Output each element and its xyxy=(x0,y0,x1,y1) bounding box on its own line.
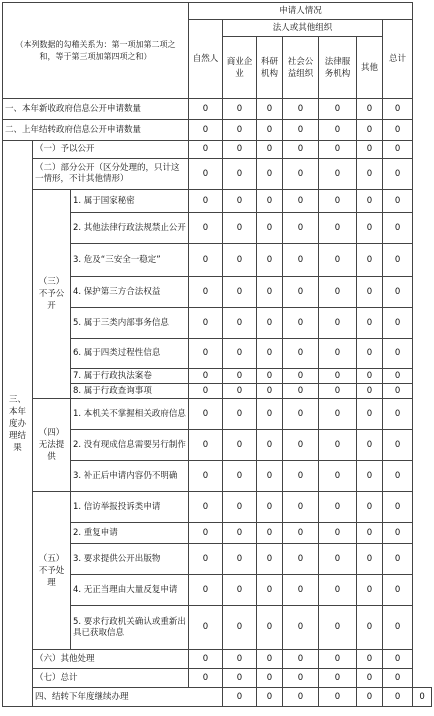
value-cell: 0 xyxy=(223,339,257,369)
value-cell: 0 xyxy=(319,575,357,606)
value-cell: 0 xyxy=(223,606,257,650)
row-label: 8. 属于行政查询事项 xyxy=(71,384,189,399)
value-cell: 0 xyxy=(283,399,319,430)
value-cell: 0 xyxy=(319,430,357,461)
value-cell: 0 xyxy=(223,650,257,669)
value-cell: 0 xyxy=(357,190,383,213)
value-cell: 0 xyxy=(383,277,413,308)
value-cell: 0 xyxy=(283,308,319,339)
value-cell: 0 xyxy=(189,308,223,339)
value-cell: 0 xyxy=(357,308,383,339)
value-cell: 0 xyxy=(223,399,257,430)
value-cell: 0 xyxy=(257,120,283,141)
value-cell: 0 xyxy=(383,308,413,339)
value-cell: 0 xyxy=(257,399,283,430)
value-cell: 0 xyxy=(189,606,223,650)
value-cell: 0 xyxy=(319,120,357,141)
value-cell: 0 xyxy=(283,190,319,213)
value-cell: 0 xyxy=(319,669,357,688)
value-cell: 0 xyxy=(283,492,319,523)
value-cell: 0 xyxy=(257,523,283,544)
value-cell: 0 xyxy=(189,461,223,492)
value-cell: 0 xyxy=(223,120,257,141)
value-cell: 0 xyxy=(357,141,383,159)
value-cell: 0 xyxy=(357,544,383,575)
value-cell: 0 xyxy=(189,669,223,688)
row-label: 1. 本机关不掌握相关政府信息 xyxy=(71,399,189,430)
value-cell: 0 xyxy=(223,523,257,544)
value-cell: 0 xyxy=(283,430,319,461)
value-cell: 0 xyxy=(357,606,383,650)
results-section-label: 三、本年度办理结果 xyxy=(3,141,33,707)
value-cell: 0 xyxy=(257,461,283,492)
value-cell: 0 xyxy=(189,141,223,159)
row-label: 7. 属于行政执法案卷 xyxy=(71,369,189,384)
value-cell: 0 xyxy=(383,244,413,277)
value-cell: 0 xyxy=(223,384,257,399)
legal-service-header: 法律服务机构 xyxy=(319,37,357,99)
value-cell: 0 xyxy=(357,492,383,523)
value-cell: 0 xyxy=(357,213,383,244)
value-cell: 0 xyxy=(257,544,283,575)
value-cell: 0 xyxy=(383,492,413,523)
value-cell: 0 xyxy=(283,669,319,688)
value-cell: 0 xyxy=(319,99,357,120)
value-cell: 0 xyxy=(223,159,257,190)
value-cell: 0 xyxy=(257,159,283,190)
value-cell: 0 xyxy=(257,650,283,669)
value-cell: 0 xyxy=(319,213,357,244)
value-cell: 0 xyxy=(357,384,383,399)
value-cell: 0 xyxy=(223,277,257,308)
value-cell: 0 xyxy=(283,575,319,606)
not-processed-group-label: （五）不予处理 xyxy=(33,492,71,650)
value-cell: 0 xyxy=(283,159,319,190)
value-cell: 0 xyxy=(189,120,223,141)
row-new-applications xyxy=(3,99,432,120)
value-cell: 0 xyxy=(319,369,357,384)
row-carry-forward xyxy=(3,688,432,707)
value-cell: 0 xyxy=(223,688,257,707)
value-cell: 0 xyxy=(189,244,223,277)
value-cell: 0 xyxy=(257,308,283,339)
value-cell: 0 xyxy=(383,399,413,430)
row-label: 一、本年新收政府信息公开申请数量 xyxy=(3,99,189,120)
value-cell: 0 xyxy=(383,461,413,492)
value-cell: 0 xyxy=(357,575,383,606)
value-cell: 0 xyxy=(383,213,413,244)
value-cell: 0 xyxy=(357,339,383,369)
value-cell: 0 xyxy=(383,369,413,384)
value-cell: 0 xyxy=(189,523,223,544)
value-cell: 0 xyxy=(357,523,383,544)
value-cell: 0 xyxy=(257,213,283,244)
value-cell: 0 xyxy=(383,141,413,159)
value-cell: 0 xyxy=(283,650,319,669)
relation-note: （本列数据的勾稽关系为：第一项加第二项之和，等于第三项加第四项之和） xyxy=(3,3,189,99)
row-label: （六）其他处理 xyxy=(33,650,189,669)
value-cell: 0 xyxy=(319,244,357,277)
row-label: 2. 重复申请 xyxy=(71,523,189,544)
value-cell: 0 xyxy=(319,544,357,575)
value-cell: 0 xyxy=(383,544,413,575)
value-cell: 0 xyxy=(283,277,319,308)
value-cell: 0 xyxy=(283,544,319,575)
value-cell: 0 xyxy=(223,308,257,339)
value-cell: 0 xyxy=(257,669,283,688)
value-cell: 0 xyxy=(283,461,319,492)
value-cell: 0 xyxy=(383,688,413,707)
row-label: 5. 要求行政机关确认或重新出具已获取信息 xyxy=(71,606,189,650)
value-cell: 0 xyxy=(257,575,283,606)
value-cell: 0 xyxy=(283,339,319,369)
value-cell: 0 xyxy=(223,244,257,277)
value-cell: 0 xyxy=(223,369,257,384)
value-cell: 0 xyxy=(223,492,257,523)
value-cell: 0 xyxy=(189,650,223,669)
value-cell: 0 xyxy=(319,606,357,650)
value-cell: 0 xyxy=(283,369,319,384)
value-cell: 0 xyxy=(357,461,383,492)
value-cell: 0 xyxy=(189,213,223,244)
unavailable-group-label: （四）无法提供 xyxy=(33,399,71,492)
value-cell: 0 xyxy=(257,339,283,369)
value-cell: 0 xyxy=(223,99,257,120)
value-cell: 0 xyxy=(189,369,223,384)
value-cell: 0 xyxy=(383,606,413,650)
value-cell: 0 xyxy=(189,492,223,523)
row-unavailable xyxy=(3,399,432,430)
value-cell: 0 xyxy=(223,461,257,492)
statistics-table xyxy=(2,2,432,707)
value-cell: 0 xyxy=(319,339,357,369)
value-cell: 0 xyxy=(283,120,319,141)
value-cell: 0 xyxy=(319,190,357,213)
row-disclosed xyxy=(3,141,432,159)
value-cell: 0 xyxy=(283,384,319,399)
row-label: 3. 要求提供公开出版物 xyxy=(71,544,189,575)
value-cell: 0 xyxy=(223,213,257,244)
value-cell: 0 xyxy=(223,575,257,606)
value-cell: 0 xyxy=(223,544,257,575)
value-cell: 0 xyxy=(357,244,383,277)
value-cell: 0 xyxy=(319,277,357,308)
row-label: （二）部分公开（区分处理的，只计这一情形，不计其他情形） xyxy=(33,159,189,190)
value-cell: 0 xyxy=(357,688,383,707)
row-total xyxy=(3,669,432,688)
row-label: 2. 没有现成信息需要另行制作 xyxy=(71,430,189,461)
value-cell: 0 xyxy=(257,190,283,213)
value-cell: 0 xyxy=(257,244,283,277)
legal-org-header: 法人或其他组织 xyxy=(223,20,383,37)
value-cell: 0 xyxy=(319,688,357,707)
value-cell: 0 xyxy=(319,141,357,159)
value-cell: 0 xyxy=(257,430,283,461)
value-cell: 0 xyxy=(319,461,357,492)
value-cell: 0 xyxy=(413,688,432,707)
value-cell: 0 xyxy=(383,669,413,688)
row-label: 4. 保护第三方合法权益 xyxy=(71,277,189,308)
row-other-handling xyxy=(3,650,432,669)
value-cell: 0 xyxy=(383,190,413,213)
row-label: 2. 其他法律行政法规禁止公开 xyxy=(71,213,189,244)
total-header: 总计 xyxy=(383,20,413,99)
value-cell: 0 xyxy=(257,688,283,707)
value-cell: 0 xyxy=(383,339,413,369)
value-cell: 0 xyxy=(283,688,319,707)
row-label: （七）总计 xyxy=(33,669,189,688)
value-cell: 0 xyxy=(189,384,223,399)
value-cell: 0 xyxy=(189,399,223,430)
value-cell: 0 xyxy=(257,384,283,399)
row-label: 5. 属于三类内部事务信息 xyxy=(71,308,189,339)
value-cell: 0 xyxy=(357,650,383,669)
value-cell: 0 xyxy=(189,159,223,190)
value-cell: 0 xyxy=(319,523,357,544)
applicant-header: 申请人情况 xyxy=(189,3,413,20)
value-cell: 0 xyxy=(189,339,223,369)
value-cell: 0 xyxy=(189,277,223,308)
value-cell: 0 xyxy=(383,159,413,190)
value-cell: 0 xyxy=(357,369,383,384)
value-cell: 0 xyxy=(283,141,319,159)
value-cell: 0 xyxy=(319,399,357,430)
other-header: 其他 xyxy=(357,37,383,99)
value-cell: 0 xyxy=(357,159,383,190)
value-cell: 0 xyxy=(283,244,319,277)
value-cell: 0 xyxy=(357,277,383,308)
value-cell: 0 xyxy=(257,141,283,159)
value-cell: 0 xyxy=(319,384,357,399)
value-cell: 0 xyxy=(223,141,257,159)
value-cell: 0 xyxy=(357,99,383,120)
value-cell: 0 xyxy=(319,650,357,669)
value-cell: 0 xyxy=(383,523,413,544)
value-cell: 0 xyxy=(283,99,319,120)
value-cell: 0 xyxy=(189,99,223,120)
value-cell: 0 xyxy=(357,669,383,688)
value-cell: 0 xyxy=(383,120,413,141)
row-carried-over xyxy=(3,120,432,141)
row-label: 3. 补正后申请内容仍不明确 xyxy=(71,461,189,492)
value-cell: 0 xyxy=(257,277,283,308)
value-cell: 0 xyxy=(383,384,413,399)
row-withheld xyxy=(3,190,432,213)
commercial-header: 商业企业 xyxy=(223,37,257,99)
row-label: 四、结转下年度继续办理 xyxy=(33,688,223,707)
value-cell: 0 xyxy=(319,308,357,339)
row-label: 4. 无正当理由大量反复申请 xyxy=(71,575,189,606)
row-not-processed xyxy=(3,492,432,523)
value-cell: 0 xyxy=(223,430,257,461)
value-cell: 0 xyxy=(189,430,223,461)
row-label: （一）予以公开 xyxy=(33,141,189,159)
value-cell: 0 xyxy=(383,575,413,606)
value-cell: 0 xyxy=(319,159,357,190)
value-cell: 0 xyxy=(357,399,383,430)
row-label: 3. 危及“三安全一稳定” xyxy=(71,244,189,277)
row-label: 1. 信访举报投诉类申请 xyxy=(71,492,189,523)
value-cell: 0 xyxy=(283,606,319,650)
value-cell: 0 xyxy=(319,492,357,523)
value-cell: 0 xyxy=(283,523,319,544)
value-cell: 0 xyxy=(357,120,383,141)
value-cell: 0 xyxy=(383,430,413,461)
row-partial xyxy=(3,159,432,190)
value-cell: 0 xyxy=(257,492,283,523)
value-cell: 0 xyxy=(257,606,283,650)
value-cell: 0 xyxy=(189,544,223,575)
row-label: 1. 属于国家秘密 xyxy=(71,190,189,213)
value-cell: 0 xyxy=(223,190,257,213)
value-cell: 0 xyxy=(189,190,223,213)
value-cell: 0 xyxy=(283,213,319,244)
value-cell: 0 xyxy=(383,99,413,120)
value-cell: 0 xyxy=(357,430,383,461)
social-header: 社会公益组织 xyxy=(283,37,319,99)
row-label: 二、上年结转政府信息公开申请数量 xyxy=(3,120,189,141)
value-cell: 0 xyxy=(257,369,283,384)
value-cell: 0 xyxy=(383,650,413,669)
value-cell: 0 xyxy=(257,99,283,120)
natural-person-header: 自然人 xyxy=(189,20,223,99)
value-cell: 0 xyxy=(189,575,223,606)
withheld-group-label: （三）不予公开 xyxy=(33,190,71,399)
research-header: 科研机构 xyxy=(257,37,283,99)
row-label: 6. 属于四类过程性信息 xyxy=(71,339,189,369)
value-cell: 0 xyxy=(223,669,257,688)
